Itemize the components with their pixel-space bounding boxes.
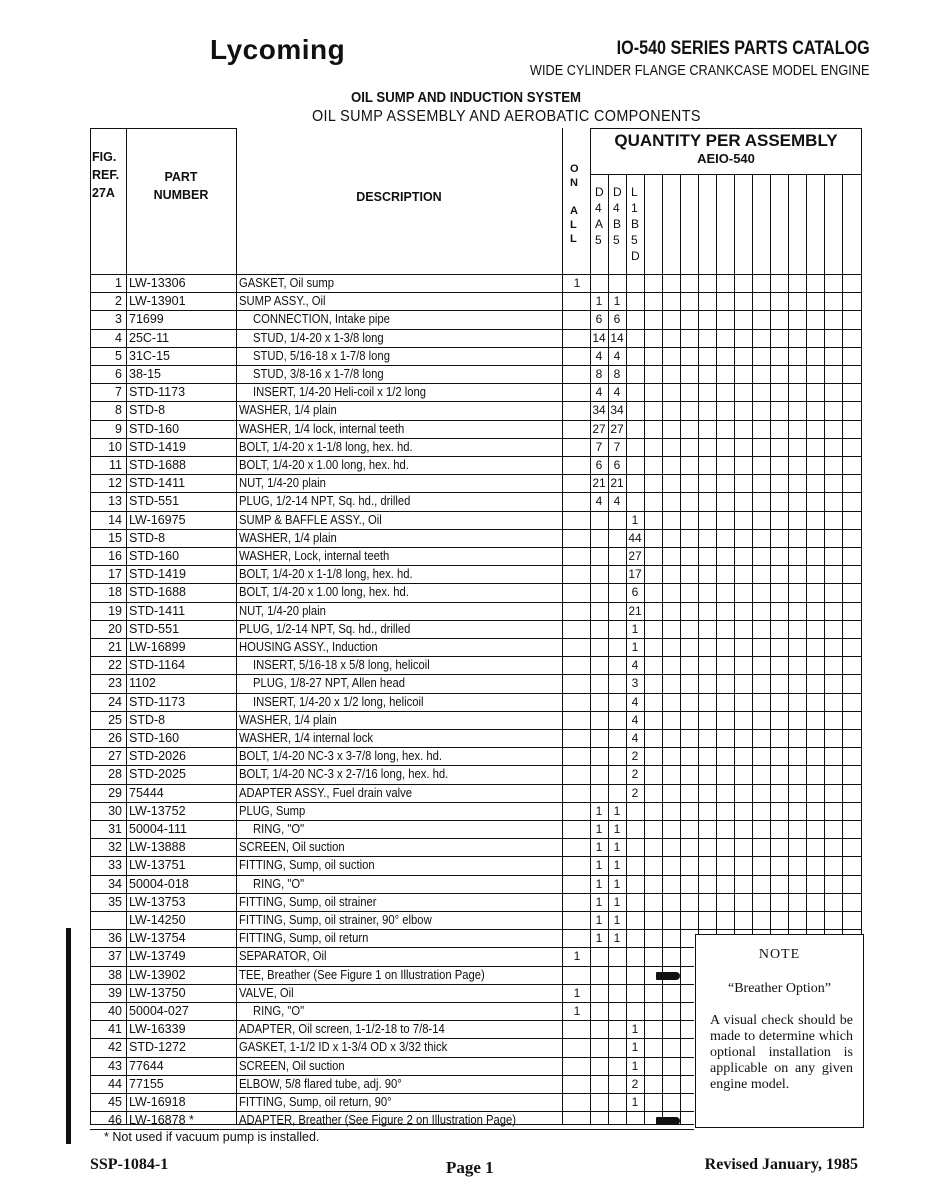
table-horizontal-rule <box>90 893 862 894</box>
table-horizontal-rule <box>90 547 862 548</box>
description-cell: BOLT, 1/4-20 NC-3 x 2-7/16 long, hex. hd. <box>239 767 449 782</box>
model-qty: 2 <box>631 767 639 782</box>
description-cell: BOLT, 1/4-20 x 1.00 long, hex. hd. <box>239 458 409 472</box>
description-cell: PLUG, Sump <box>239 803 306 818</box>
table-vertical-rule <box>236 128 237 1124</box>
table-horizontal-rule <box>90 492 862 493</box>
table-horizontal-rule <box>90 911 862 912</box>
description-cell: RING, "O" <box>253 822 305 836</box>
part-number-cell: LW-16899 <box>129 640 186 654</box>
fig-ref-cell: 2 <box>115 294 122 309</box>
description-cell: BOLT, 1/4-20 x 1-1/8 long, hex. hd. <box>239 567 413 582</box>
model-qty: 1 <box>613 840 621 855</box>
model-qty: 1 <box>595 803 603 818</box>
fig-ref-cell: 22 <box>108 658 122 673</box>
section-subtitle: OIL SUMP ASSEMBLY AND AEROBATIC COMPONENTS <box>312 108 701 125</box>
model-qty: 1 <box>631 621 639 636</box>
table-horizontal-rule <box>90 784 862 785</box>
model-qty: 1 <box>595 876 603 891</box>
part-number-cell: LW-13752 <box>129 803 186 818</box>
note-subtitle: “Breather Option” <box>727 981 831 996</box>
fig-ref-cell: 38 <box>108 967 122 982</box>
description-cell: WASHER, 1/4 internal lock <box>239 731 374 745</box>
description-cell: WASHER, 1/4 plain <box>239 530 337 545</box>
part-number-cell: STD-2026 <box>129 749 186 764</box>
part-number-cell: 50004-018 <box>129 876 189 891</box>
description-cell: WASHER, 1/4 lock, internal teeth <box>239 421 405 436</box>
description-cell: FITTING, Sump, oil return, 90° <box>239 1095 392 1109</box>
table-horizontal-rule <box>90 802 862 803</box>
model-qty: 1 <box>613 858 621 873</box>
part-number-cell: 77155 <box>129 1076 164 1091</box>
description-cell: FITTING, Sump, oil strainer <box>239 894 377 909</box>
brand-logo-text: Lycoming <box>210 34 346 65</box>
table-horizontal-rule <box>90 565 862 566</box>
fig-ref-cell: 9 <box>115 421 122 436</box>
model-qty: 1 <box>631 512 639 527</box>
part-number-cell: LW-13306 <box>129 276 186 290</box>
table-horizontal-rule <box>90 674 862 675</box>
part-number-cell: 50004-027 <box>129 1004 189 1018</box>
fig-ref-cell: 23 <box>108 676 122 691</box>
table-horizontal-rule <box>90 128 236 129</box>
description-cell: WASHER, Lock, internal teeth <box>239 549 390 563</box>
fig-ref-cell: 41 <box>108 1022 122 1037</box>
model-qty: 8 <box>613 367 621 381</box>
table-horizontal-rule <box>90 420 862 421</box>
table-horizontal-rule <box>90 656 862 657</box>
fig-ref-cell: 24 <box>108 694 122 709</box>
note-body: A visual check should be made to determine which optional installation is applicable on any given engine model. <box>710 1013 853 1092</box>
model-qty: 7 <box>595 439 603 454</box>
part-number-cell: STD-160 <box>129 731 180 745</box>
table-horizontal-rule <box>90 875 862 876</box>
document-code: SSP-1084-1 <box>90 1156 169 1173</box>
fig-ref-cell: 42 <box>108 1040 122 1055</box>
part-number-cell: STD-8 <box>129 530 166 545</box>
table-horizontal-rule <box>90 820 862 821</box>
fig-ref-cell: 26 <box>108 731 122 745</box>
fig-ref-cell: 12 <box>108 476 122 491</box>
table-horizontal-rule <box>90 602 862 603</box>
fig-ref-cell: 8 <box>115 403 122 418</box>
description-cell: INSERT, 1/4-20 x 1/2 long, helicoil <box>253 694 424 709</box>
model-qty: 1 <box>613 931 621 946</box>
description-cell: FITTING, Sump, oil suction <box>239 858 375 873</box>
model-qty: 1 <box>595 822 603 836</box>
table-horizontal-rule <box>90 620 862 621</box>
fig-ref-cell: 15 <box>108 530 122 545</box>
part-number-cell: STD-551 <box>129 621 180 636</box>
model-qty: 8 <box>595 367 603 381</box>
part-number-cell: 25C-11 <box>129 330 170 345</box>
model-qty: 6 <box>595 312 603 327</box>
description-cell: SUMP ASSY., Oil <box>239 294 326 309</box>
model-qty: 21 <box>610 476 624 491</box>
model-qty: 4 <box>631 712 639 727</box>
description-cell: BOLT, 1/4-20 NC-3 x 3-7/8 long, hex. hd. <box>239 749 443 764</box>
part-number-cell: STD-1688 <box>129 458 186 472</box>
part-number-cell: STD-1173 <box>129 385 186 400</box>
description-cell: FITTING, Sump, oil return <box>239 931 369 946</box>
description-cell: GASKET, 1-1/2 ID x 1-3/4 OD x 3/32 thick <box>239 1040 448 1055</box>
model-qty: 1 <box>613 876 621 891</box>
part-number-cell: STD-1411 <box>129 476 186 491</box>
model-qty: 4 <box>613 348 621 363</box>
table-horizontal-rule <box>590 128 862 129</box>
part-number-cell: STD-1419 <box>129 567 186 582</box>
table-horizontal-rule <box>90 929 862 930</box>
model-qty: 6 <box>613 312 621 327</box>
fig-ref-cell: 27 <box>108 749 122 764</box>
fig-ref-cell: 40 <box>108 1004 122 1018</box>
model-column-header: L 1 B 5 D <box>631 185 640 263</box>
part-number-cell: STD-8 <box>129 403 166 418</box>
model-qty: 4 <box>595 385 603 400</box>
model-qty: 1 <box>595 294 603 309</box>
on-all-qty: 1 <box>573 276 581 290</box>
table-horizontal-rule <box>90 456 862 457</box>
fig-ref-cell: 18 <box>108 585 122 600</box>
part-number-cell: LW-16878 * <box>129 1113 194 1128</box>
table-horizontal-rule <box>90 1057 694 1058</box>
part-number-cell: STD-1419 <box>129 439 186 454</box>
description-cell: ADAPTER, Breather (See Figure 2 on Illustration Page) <box>239 1113 517 1128</box>
model-qty: 4 <box>631 658 639 673</box>
part-number-cell: 31C-15 <box>129 348 170 363</box>
description-cell: SEPARATOR, Oil <box>239 949 327 964</box>
part-number-cell: STD-1272 <box>129 1040 186 1055</box>
on-all-qty: 1 <box>573 1004 581 1018</box>
fig-ref-cell: 11 <box>109 458 122 472</box>
table-vertical-rule <box>126 128 127 1124</box>
table-horizontal-rule <box>90 511 862 512</box>
model-qty: 21 <box>592 476 606 491</box>
fig-ref-cell: 30 <box>108 803 122 818</box>
description-cell: BOLT, 1/4-20 x 1-1/8 long, hex. hd. <box>239 439 413 454</box>
fig-ref-cell: 34 <box>108 876 122 891</box>
model-qty: 4 <box>631 731 639 745</box>
part-number-cell: STD-160 <box>129 549 180 563</box>
part-number-cell: LW-13750 <box>129 985 186 1000</box>
model-qty: 1 <box>613 913 621 927</box>
fig-ref-cell: 14 <box>108 512 122 527</box>
pointer-hand-icon <box>656 972 680 980</box>
description-cell: STUD, 5/16-18 x 1-7/8 long <box>253 348 390 363</box>
description-cell: SCREEN, Oil suction <box>239 840 345 855</box>
revision-date: Revised January, 1985 <box>704 1156 858 1173</box>
description-cell: PLUG, 1/8-27 NPT, Allen head <box>253 676 405 691</box>
pointer-hand-icon <box>656 1117 680 1125</box>
part-number-cell: 77644 <box>129 1058 164 1073</box>
model-qty: 14 <box>592 330 606 345</box>
model-qty: 2 <box>631 1076 639 1091</box>
description-cell: SCREEN, Oil suction <box>239 1058 345 1073</box>
model-qty: 1 <box>595 931 603 946</box>
fig-ref-cell: 20 <box>108 621 122 636</box>
table-horizontal-rule <box>90 274 862 275</box>
on-all-header: O N A L L <box>570 163 579 245</box>
fig-ref-cell: 10 <box>108 439 122 454</box>
description-cell: TEE, Breather (See Figure 1 on Illustration Page) <box>239 967 485 982</box>
fig-ref-cell: 33 <box>108 858 122 873</box>
model-column-header: D 4 A 5 <box>595 185 604 247</box>
model-qty: 4 <box>595 348 603 363</box>
description-cell: ADAPTER ASSY., Fuel drain valve <box>239 785 412 800</box>
table-horizontal-rule <box>90 474 862 475</box>
model-qty: 4 <box>631 694 639 709</box>
table-horizontal-rule <box>90 365 862 366</box>
description-header: DESCRIPTION <box>356 190 442 204</box>
description-cell: WASHER, 1/4 plain <box>239 403 337 418</box>
page-number: Page 1 <box>446 1158 494 1177</box>
fig-ref-cell: 13 <box>108 494 122 509</box>
model-header: AEIO-540 <box>697 151 755 166</box>
table-horizontal-rule <box>90 765 862 766</box>
table-horizontal-rule <box>90 292 862 293</box>
table-horizontal-rule <box>90 401 862 402</box>
model-qty: 34 <box>610 403 624 418</box>
model-qty: 1 <box>631 1095 639 1109</box>
part-number-cell: 71699 <box>129 312 164 327</box>
description-cell: ELBOW, 5/8 flared tube, adj. 90° <box>239 1076 402 1091</box>
part-number-cell: LW-13888 <box>129 840 186 855</box>
fig-ref-cell: 44 <box>108 1076 122 1091</box>
description-cell: INSERT, 1/4-20 Heli-coil x 1/2 long <box>253 385 426 400</box>
table-horizontal-rule <box>90 347 862 348</box>
fig-ref-cell: 28 <box>108 767 122 782</box>
fig-ref-cell: 6 <box>115 367 122 381</box>
fig-ref-cell: 19 <box>108 603 122 618</box>
fig-ref-cell: 35 <box>108 894 122 909</box>
part-number-cell: LW-16918 <box>129 1095 186 1109</box>
table-horizontal-rule <box>90 693 862 694</box>
model-qty: 2 <box>631 785 639 800</box>
fig-ref-cell: 4 <box>115 330 122 345</box>
part-number-cell: LW-13753 <box>129 894 186 909</box>
description-cell: GASKET, Oil sump <box>239 276 335 290</box>
fig-ref-cell: 5 <box>115 348 122 363</box>
table-vertical-rule <box>662 174 663 1124</box>
fig-ref-cell: 43 <box>108 1058 122 1073</box>
description-cell: INSERT, 5/16-18 x 5/8 long, helicoil <box>253 658 430 673</box>
model-qty: 34 <box>592 403 606 418</box>
fig-ref-cell: 36 <box>108 931 122 946</box>
model-qty: 44 <box>628 530 642 545</box>
note-title: NOTE <box>758 947 801 962</box>
model-qty: 1 <box>613 894 621 909</box>
model-qty: 27 <box>628 549 642 563</box>
table-horizontal-rule <box>90 438 862 439</box>
model-qty: 2 <box>631 749 639 764</box>
breather-note <box>695 934 864 1128</box>
fig-ref-cell: 7 <box>115 385 122 400</box>
fig-ref-cell: 16 <box>108 549 122 563</box>
table-vertical-rule <box>861 128 862 934</box>
part-number-cell: 1102 <box>129 676 156 691</box>
fig-ref-cell: 45 <box>108 1095 122 1109</box>
model-qty: 1 <box>631 1058 639 1073</box>
footnote: * Not used if vacuum pump is installed. <box>104 1130 320 1144</box>
part-number-cell: LW-13749 <box>129 949 186 964</box>
part-number-cell: STD-2025 <box>129 767 186 782</box>
part-number-header: PART NUMBER <box>153 170 209 202</box>
description-cell: PLUG, 1/2-14 NPT, Sq. hd., drilled <box>239 621 411 636</box>
description-cell: NUT, 1/4-20 plain <box>239 603 326 618</box>
model-qty: 27 <box>610 421 624 436</box>
description-cell: STUD, 1/4-20 x 1-3/8 long <box>253 330 384 345</box>
model-qty: 4 <box>613 385 621 400</box>
part-number-cell: STD-1173 <box>129 694 186 709</box>
on-all-qty: 1 <box>573 985 581 1000</box>
table-horizontal-rule <box>90 729 862 730</box>
part-number-cell: LW-16975 <box>129 512 186 527</box>
description-cell: WASHER, 1/4 plain <box>239 712 337 727</box>
description-cell: NUT, 1/4-20 plain <box>239 476 326 491</box>
table-horizontal-rule <box>90 838 862 839</box>
model-qty: 6 <box>613 458 621 472</box>
part-number-cell: 38-15 <box>129 367 161 381</box>
quantity-header: QUANTITY PER ASSEMBLY <box>614 131 838 150</box>
part-number-cell: STD-160 <box>129 421 180 436</box>
table-horizontal-rule <box>90 383 862 384</box>
part-number-cell: LW-13902 <box>129 967 186 982</box>
model-qty: 1 <box>613 822 621 836</box>
table-horizontal-rule <box>90 856 862 857</box>
model-qty: 4 <box>613 494 621 509</box>
part-number-cell: 75444 <box>129 785 164 800</box>
description-cell: PLUG, 1/2-14 NPT, Sq. hd., drilled <box>239 494 411 509</box>
part-number-cell: STD-1411 <box>129 603 186 618</box>
model-qty: 21 <box>628 603 642 618</box>
description-cell: ADAPTER, Oil screen, 1-1/2-18 to 7/8-14 <box>239 1022 445 1037</box>
table-horizontal-rule <box>90 310 862 311</box>
model-qty: 27 <box>592 421 606 436</box>
model-qty: 1 <box>631 1040 639 1055</box>
fig-ref-cell: 29 <box>108 785 122 800</box>
on-all-qty: 1 <box>573 949 581 964</box>
catalog-subtitle: WIDE CYLINDER FLANGE CRANKCASE MODEL ENGINE <box>530 62 870 79</box>
model-qty: 14 <box>610 330 624 345</box>
description-cell: RING, "O" <box>253 1004 305 1018</box>
part-number-cell: LW-14250 <box>129 913 186 927</box>
table-horizontal-rule <box>90 711 862 712</box>
fig-ref-cell: 32 <box>108 840 122 855</box>
table-vertical-rule <box>562 128 563 1124</box>
fig-ref-cell: 21 <box>108 640 122 654</box>
table-horizontal-rule <box>90 583 862 584</box>
catalog-title: IO-540 SERIES PARTS CATALOG <box>616 38 870 59</box>
part-number-cell: STD-551 <box>129 494 180 509</box>
table-horizontal-rule <box>90 529 862 530</box>
fig-ref-cell: 17 <box>108 567 122 582</box>
table-horizontal-rule <box>590 174 862 175</box>
table-vertical-rule <box>590 128 591 1124</box>
fig-ref-cell: 1 <box>115 276 122 290</box>
model-qty: 1 <box>631 1022 639 1037</box>
table-horizontal-rule <box>90 638 862 639</box>
part-number-cell: LW-13901 <box>129 294 186 309</box>
description-cell: STUD, 3/8-16 x 1-7/8 long <box>253 367 384 381</box>
model-column-header: D 4 B 5 <box>613 185 622 247</box>
part-number-cell: STD-1164 <box>129 658 186 673</box>
section-title: OIL SUMP AND INDUCTION SYSTEM <box>350 89 582 106</box>
description-cell: BOLT, 1/4-20 x 1.00 long, hex. hd. <box>239 585 409 600</box>
description-cell: SUMP & BAFFLE ASSY., Oil <box>239 512 382 527</box>
fig-ref-cell: 3 <box>115 312 122 327</box>
model-qty: 1 <box>595 913 603 927</box>
description-cell: CONNECTION, Intake pipe <box>253 312 390 327</box>
model-qty: 7 <box>613 439 621 454</box>
description-cell: HOUSING ASSY., Induction <box>239 640 378 654</box>
model-qty: 6 <box>595 458 603 472</box>
model-qty: 1 <box>595 840 603 855</box>
part-number-cell: STD-1688 <box>129 585 186 600</box>
model-qty: 4 <box>595 494 603 509</box>
fig-ref-cell: 37 <box>108 949 122 964</box>
model-qty: 6 <box>631 585 639 600</box>
table-vertical-rule <box>644 174 645 1124</box>
description-cell: VALVE, Oil <box>239 985 294 1000</box>
part-number-cell: LW-13754 <box>129 931 186 946</box>
fig-ref-cell: 25 <box>108 712 122 727</box>
fig-ref-cell: 39 <box>108 985 122 1000</box>
part-number-cell: LW-13751 <box>129 858 186 873</box>
model-qty: 1 <box>613 803 621 818</box>
description-cell: RING, "O" <box>253 876 305 891</box>
model-qty: 1 <box>595 894 603 909</box>
part-number-cell: 50004-111 <box>129 822 187 836</box>
model-qty: 1 <box>595 858 603 873</box>
part-number-cell: LW-16339 <box>129 1022 186 1037</box>
change-bar <box>66 928 71 1144</box>
part-number-cell: STD-8 <box>129 712 166 727</box>
description-cell: FITTING, Sump, oil strainer, 90° elbow <box>239 913 432 927</box>
model-qty: 1 <box>631 640 639 654</box>
fig-ref-cell: 46 <box>108 1113 122 1128</box>
fig-ref-header: FIG. REF. 27A <box>92 150 120 200</box>
model-qty: 3 <box>631 676 639 691</box>
table-vertical-rule <box>680 174 681 1124</box>
model-qty: 1 <box>613 294 621 309</box>
model-qty: 17 <box>628 567 642 582</box>
fig-ref-cell: 31 <box>108 822 122 836</box>
table-horizontal-rule <box>90 329 862 330</box>
table-horizontal-rule <box>90 747 862 748</box>
